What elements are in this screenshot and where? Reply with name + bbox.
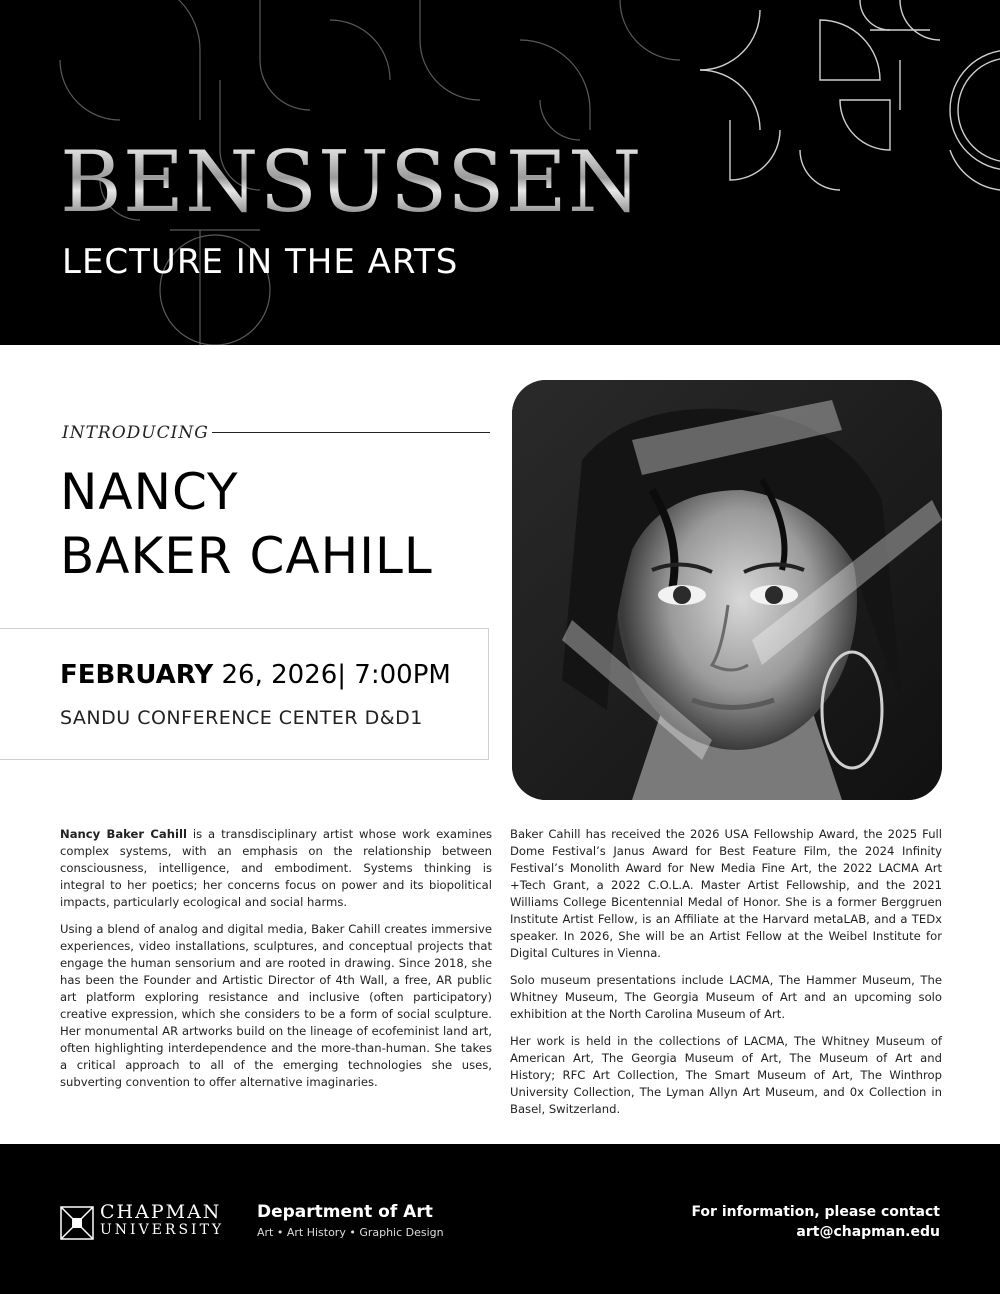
bio-paragraph-2: Using a blend of analog and digital media, Baker Cahill creates immersive experiences, video installations, sculptures, and conceptual projects that engage the human sensorium and are rooted in drawing. Since 2018, she has been the Founder and Artistic Director of 4th Wall, a free, AR public art platform exploring resistance and inclusive (often participatory) creative expression, which she considers to be a form of social sculpture. Her monumental AR artworks build on the lineage of ecofeminist land art, often highlighting interdependence and the more-than-human. She takes a critical approach to all of the emerging technologies she uses, subverting convention to offer alternative imaginaries. xyxy=(60,922,492,1089)
university-name: CHAPMAN xyxy=(100,1201,222,1223)
bio-paragraph-1-text: is a transdisciplinary artist whose work examines complex systems, with an emphasis on the relationship between consciousness, intelligence, and embodiment. Systems thinking is integral to her poetics; her concerns focus on power and its biopolitical impacts, particularly ecological and social harms. xyxy=(60,827,492,909)
department-subtitle: Art • Art History • Graphic Design xyxy=(257,1226,444,1239)
department-title: Department of Art xyxy=(257,1202,433,1222)
bio-paragraph xyxy=(60,826,492,911)
speaker-portrait xyxy=(512,380,942,800)
introducing-divider xyxy=(212,432,490,433)
event-venue: SANDU CONFERENCE CENTER D&D1 xyxy=(60,707,423,729)
lecture-series-title: BENSUSSEN xyxy=(60,133,643,231)
event-date-time xyxy=(60,660,451,690)
footer-band xyxy=(0,1144,1000,1294)
event-date-rest: 26, 2026| 7:00PM xyxy=(213,660,451,690)
contact-info xyxy=(691,1202,940,1242)
chapman-logo-icon xyxy=(60,1206,94,1240)
bio-paragraph-3: Baker Cahill has received the 2026 USA Fellowship Award, the 2025 Full Dome Festival’s Janus Award for Best Feature Film, the 2024 Infinity Festival’s Monolith Award for New Media Fine Art, the 2022 LACMA Art +Tech Grant, a 2022 C.O.L.A. Master Artist Fellowship, and the 2021 Williams College Bicentennial Medal of Honor. She is a former Berggruen Institute Artist Fellow, is an Affiliate at the Harvard metaLAB, and a TEDx speaker. In 2026, She will be an Artist Fellow at the Weibel Institute for Digital Cultures in Vienna. xyxy=(510,827,942,960)
bio-paragraph-4: Solo museum presentations include LACMA, The Hammer Museum, The Whitney Museum, The Georgia Museum of Art and an upcoming solo exhibition at the North Carolina Museum of Art. xyxy=(510,973,942,1021)
contact-email-link[interactable]: art@chapman.edu xyxy=(796,1224,940,1240)
bio-right-column xyxy=(510,826,942,1128)
speaker-name-line1: NANCY xyxy=(60,463,239,521)
bio-paragraph-5: Her work is held in the collections of LACMA, The Whitney Museum of American Art, The Georgia Museum of Art, The Museum of Art and History; RFC Art Collection, The Smart Museum of Art, The Winthrop University Collection, The Lyman Allyn Art Museum, and 0x Collection in Basel, Switzerland. xyxy=(510,1034,942,1116)
lecture-series-subtitle: LECTURE IN THE ARTS xyxy=(62,242,459,282)
introducing-label: INTRODUCING xyxy=(62,423,209,443)
event-month: FEBRUARY xyxy=(60,660,214,690)
contact-label: For information, please contact xyxy=(691,1204,940,1220)
speaker-name xyxy=(60,460,433,588)
bio-artist-name: Nancy Baker Cahill xyxy=(60,827,187,841)
header-banner xyxy=(0,0,1000,345)
bio-left-column xyxy=(60,826,492,1101)
university-subtitle: UNIVERSITY xyxy=(100,1222,225,1238)
event-details-box xyxy=(0,628,489,760)
speaker-name-line2: BAKER CAHILL xyxy=(60,527,433,585)
